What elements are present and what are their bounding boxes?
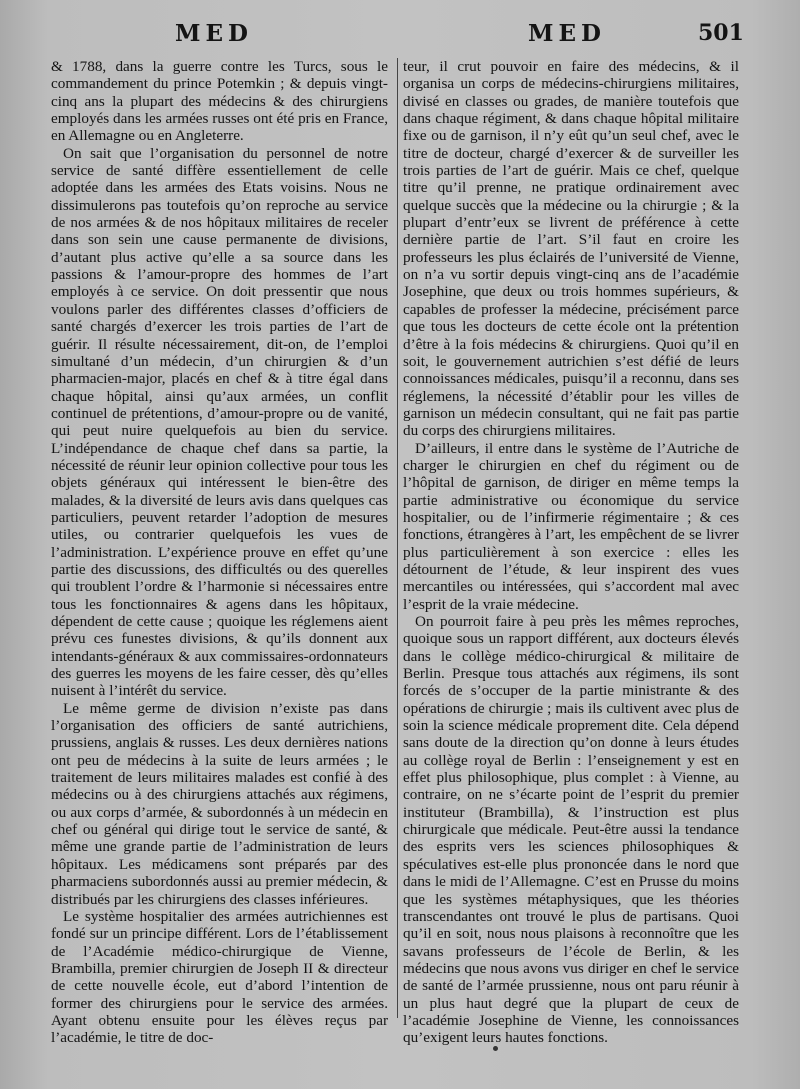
right-column xyxy=(403,58,739,1047)
column-divider xyxy=(397,58,398,1018)
paragraph: Le même germe de division n’existe pas dans l’organisation des officiers de santé autrichiens, prussiens, anglais & russes. Les deux dernières nations ont peu de médecins à la suite de leurs armées ; le traitement de leurs militaires malades est confié à des médecins ou à des chirurgiens attachés aux régimens, ou aux corps d’armée, & subordonnés à un médecin en chef ou général qui dirige tout le service de santé, & même une grande partie de l’administration de leurs hôpitaux. Les médicamens sont préparés par des pharmaciens subordonnés aussi au premier médecin, & distribués par les chirurgiens des classes inférieures. xyxy=(51,699,388,908)
page-number: 501 xyxy=(698,20,744,46)
paragraph: On sait que l’organisation du personnel de notre service de santé diffère essentiellement de celle adoptée dans les armées des Etats voisins. Nous ne dissimulerons pas toutefois qu’on reproche au service de nos armées & de nos hôpitaux militaires de receler dans son sein une cause permanente de divisions, d’autant plus active qu’elle a sa source dans les passions & l’amour-propre des hommes de l’art employés à ce service. On doit pressentir que nous voulons parler des différentes classes d’officiers de santé chargés d’exercer les trois parties de l’art de guérir. Il résulte nécessairement, dit-on, de l’emploi simultané d’un médecin, d’un chirurgien & d’un pharmacien-major, placés en chef & à titre égal dans chaque hôpital, ainsi qu’aux armées, un conflit continuel de prétentions, d’amour-propre ou de vanité, qui peut nuire quelquefois au bien du service. L’indépendance de chaque chef dans sa partie, la nécessité de réunir leur opinion collective pour tous les objets généraux qui intéressent le bien-être des malades, & la diversité de leurs avis dans quelques cas particuliers, peuvent retarder l’adoption de mesures utiles, ou contrarier quelquefois les vues de l’administration. L’expérience prouve en effet qu’une partie des discussions, des difficultés ou des querelles qui troublent l’ordre & l’harmonie si nécessaires entre tous les fonctionnaires & agens dans les hôpitaux, dépendent de cette cause ; quoique les réglemens aient prévu ces funestes divisions, & qu’ils donnent aux intendants-généraux & aux commissaires-ordonnateurs des guerres les moyens de les faire cesser, dès qu’elles nuisent à l’intérêt du service. xyxy=(51,144,388,700)
running-head-left: MED xyxy=(175,20,253,47)
paragraph: Le système hospitalier des armées autrichiennes est fondé sur un principe différent. Lors de l’établissement de l’Académie médico-chirurgique de Vienne, Brambilla, premier chirurgien de Joseph II & directeur de cette nouvelle école, eut d’abord l’intention de former des chirurgiens pour le service des armées. Ayant obtenu ensuite pour les élèves reçus par l’académie, le titre de doc- xyxy=(51,907,388,1047)
paragraph: teur, il crut pouvoir en faire des médecins, & il organisa un corps de médecins-chirurgiens militaires, divisé en classes ou grades, de manière toutefois que dans chaque régiment, & dans chaque hôpital militaire fixe ou de garnison, il n’y eût qu’un seul chef, avec le titre de docteur, chargé d’exercer & de surveiller les trois parties de l’art de guérir. Mais ce chef, quelque titre qu’il prenne, ne pratique ordinairement avec quelque succès que la médecine ou la chirurgie ; & la plupart d’entr’eux se livrent de préférence à cette dernière partie de l’art. S’il faut en croire les professeurs les plus éclairés de l’université de Vienne, on n’a vu sortir depuis vingt-cinq ans de l’académie Josephine, que deux ou trois hommes supérieurs, & capables de professer la médecine, précisément parce que tous les docteurs de cette école ont la prétention d’être à la fois médecins & chirurgiens. Quoi qu’il en soit, le gouvernement autrichien s’est défié de leurs connoissances médicales, puisqu’il a reconnu, dans ses réglemens, la nécessité d’établir pour les villes de garnison un médecin consultant, qui ne fait pas partie du corps des chirurgiens militaires. xyxy=(403,58,739,440)
left-column xyxy=(51,58,388,1047)
paragraph: D’ailleurs, il entre dans le système de l’Autriche de charger le chirurgien en chef du régiment ou de l’hôpital de garnison, de diriger en même temps la partie administrative ou économique du service hospitalier, ou de l’infirmerie régimentaire ; & ces fonctions, étrangères à l’art, les empêchent de se livrer plus particulièrement à son exercice : elles les détournent de l’étude, & leur inspirent des vues mercantiles ou intéressées, qui s’accordent mal avec l’esprit de la vraie médecine. xyxy=(403,439,739,613)
printer-ornament xyxy=(493,1046,498,1051)
running-head-right: MED xyxy=(528,20,606,47)
paragraph: & 1788, dans la guerre contre les Turcs, sous le commandement du prince Potemkin ; & depuis vingt-cinq ans la plupart des médecins & des chirurgiens employés dans les armées russes ont été pris en France, en Allemagne ou en Angleterre. xyxy=(51,58,388,145)
paragraph: On pourroit faire à peu près les mêmes reproches, quoique sous un rapport différent, aux docteurs élevés dans le collège médico-chirurgical & militaire de Berlin. Presque tous attachés aux régimens, ils sont forcés de s’occuper de la partie ministrante & des opérations de chirurgie ; mais ils cultivent avec plus de soin la science médicale proprement dite. Cela dépend sans doute de la direction qu’on donne à leurs études au collège royal de Berlin : l’enseignement y est en effet plus philosophique, plus complet : à Vienne, au contraire, on ne s’écarte point de l’esprit du premier instituteur (Brambilla), & l’instruction est plus chirurgicale que médicale. Peut-être aussi la tendance des esprits vers les sciences philosophiques & spéculatives est-elle plus prononcée dans le nord que dans le midi de l’Allemagne. C’est en Prusse du moins que les systèmes métaphysiques, que les théories transcendantes ont trouvé le plus de partisans. Quoi qu’il en soit, nous nous plaisons à reconnoître que les savans professeurs de l’école de Berlin, & les médecins que nous avons vus diriger en chef le service de santé de l’armée prussienne, nous ont paru réunir à un plus haut degré que la plupart de ceux de l’académie Josephine de Vienne, les connoissances qu’exigent leurs hautes fonctions. xyxy=(403,613,739,1047)
